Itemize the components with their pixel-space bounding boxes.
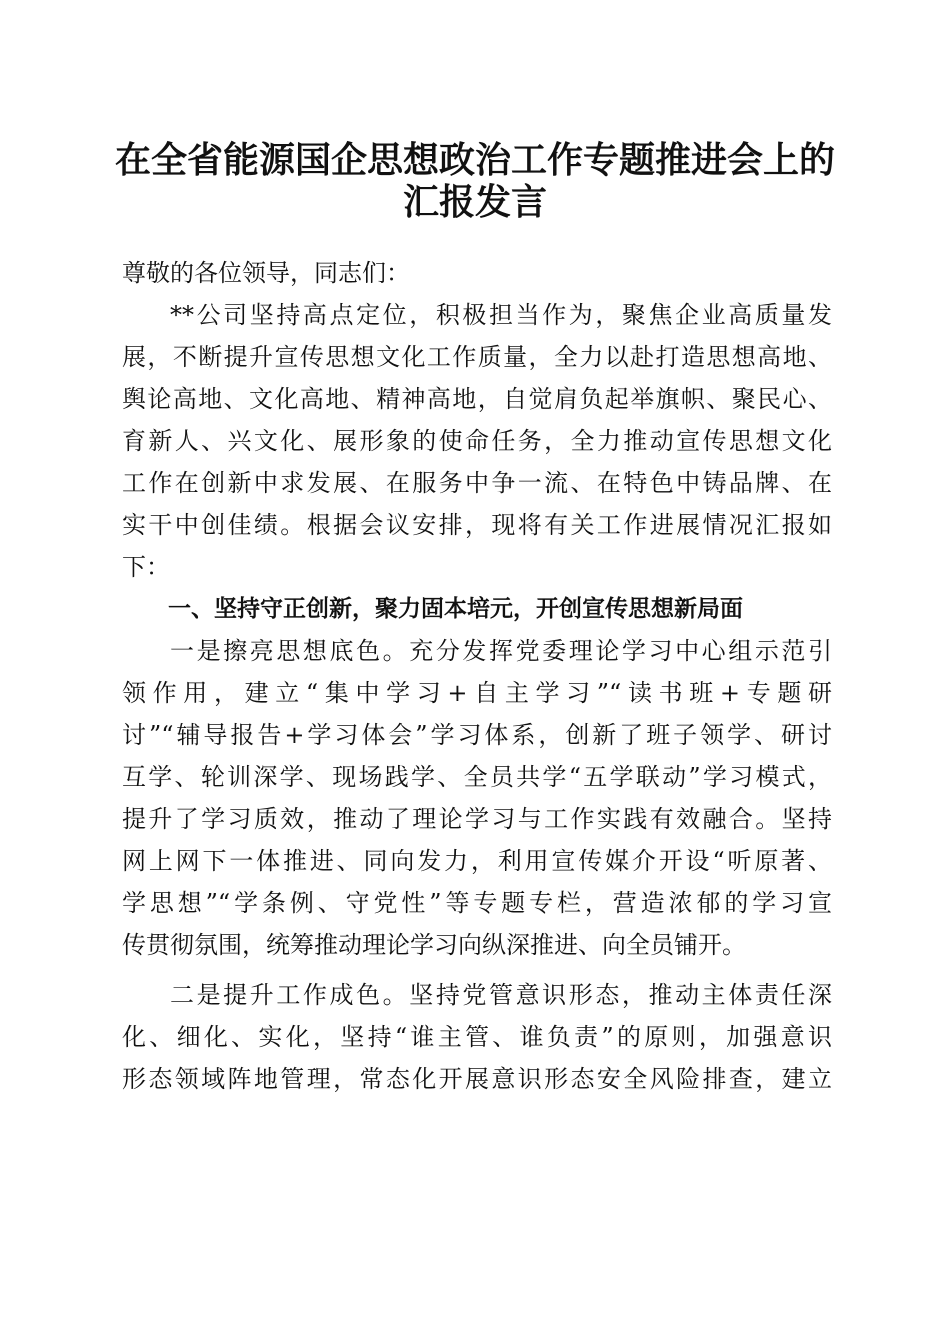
intro-line: **公司坚持高点定位，积极担当作为，聚焦企业高质量发 [170,301,832,329]
paragraph-line: 学思想”“学条例、守党性”等专题专栏，营造浓郁的学习宣 [122,889,832,917]
intro-line: 舆论高地、文化高地、精神高地，自觉肩负起举旗帜、聚民心、 [122,385,832,413]
title-line-2: 汇报发言 [402,181,547,223]
paragraph-line: 形态领域阵地管理，常态化开展意识形态安全风险排查，建立 [122,1065,832,1093]
intro-paragraph [122,294,832,588]
paragraph-line: 讨”“辅导报告+学习体会”学习体系，创新了班子领学、研讨 [122,721,832,749]
document-body [122,252,832,1100]
intro-line: 工作在创新中求发展、在服务中争一流、在特色中铸品牌、在 [122,469,832,497]
intro-line: 育新人、兴文化、展形象的使命任务，全力推动宣传思想文化 [122,427,832,455]
intro-line: 展，不断提升宣传思想文化工作质量，全力以赴打造思想高地、 [122,343,832,371]
paragraph-line: 一是擦亮思想底色。充分发挥党委理论学习中心组示范引 [170,637,832,665]
paragraph-line: 互学、轮训深学、现场践学、全员共学“五学联动”学习模式， [122,763,832,791]
paragraph-line: 传贯彻氛围，统筹推动理论学习向纵深推进、向全员铺开。 [122,931,746,959]
paragraph-2 [122,974,832,1100]
section-heading-1: 一、坚持守正创新，聚力固本培元，开创宣传思想新局面 [168,596,743,622]
paragraph-gap [122,966,832,974]
paragraph-line: 网上网下一体推进、同向发力，利用宣传媒介开设“听原著、 [122,847,832,875]
intro-line: 下： [122,553,170,581]
intro-line: 实干中创佳绩。根据会议安排，现将有关工作进展情况汇报如 [122,511,832,539]
salutation: 尊敬的各位领导，同志们： [122,259,410,287]
paragraph-line: 化、细化、实化，坚持“谁主管、谁负责”的原则，加强意识 [122,1023,832,1051]
title-line-1: 在全省能源国企思想政治工作专题推进会上的 [114,139,835,181]
paragraph-line: 领作用，建立“集中学习+自主学习”“读书班+专题研 [122,679,832,707]
paragraph-line: 提升了学习质效，推动了理论学习与工作实践有效融合。坚持 [122,805,832,833]
document-title [110,134,840,223]
paragraph-1 [122,630,832,966]
paragraph-line: 二是提升工作成色。坚持党管意识形态，推动主体责任深 [170,981,832,1009]
